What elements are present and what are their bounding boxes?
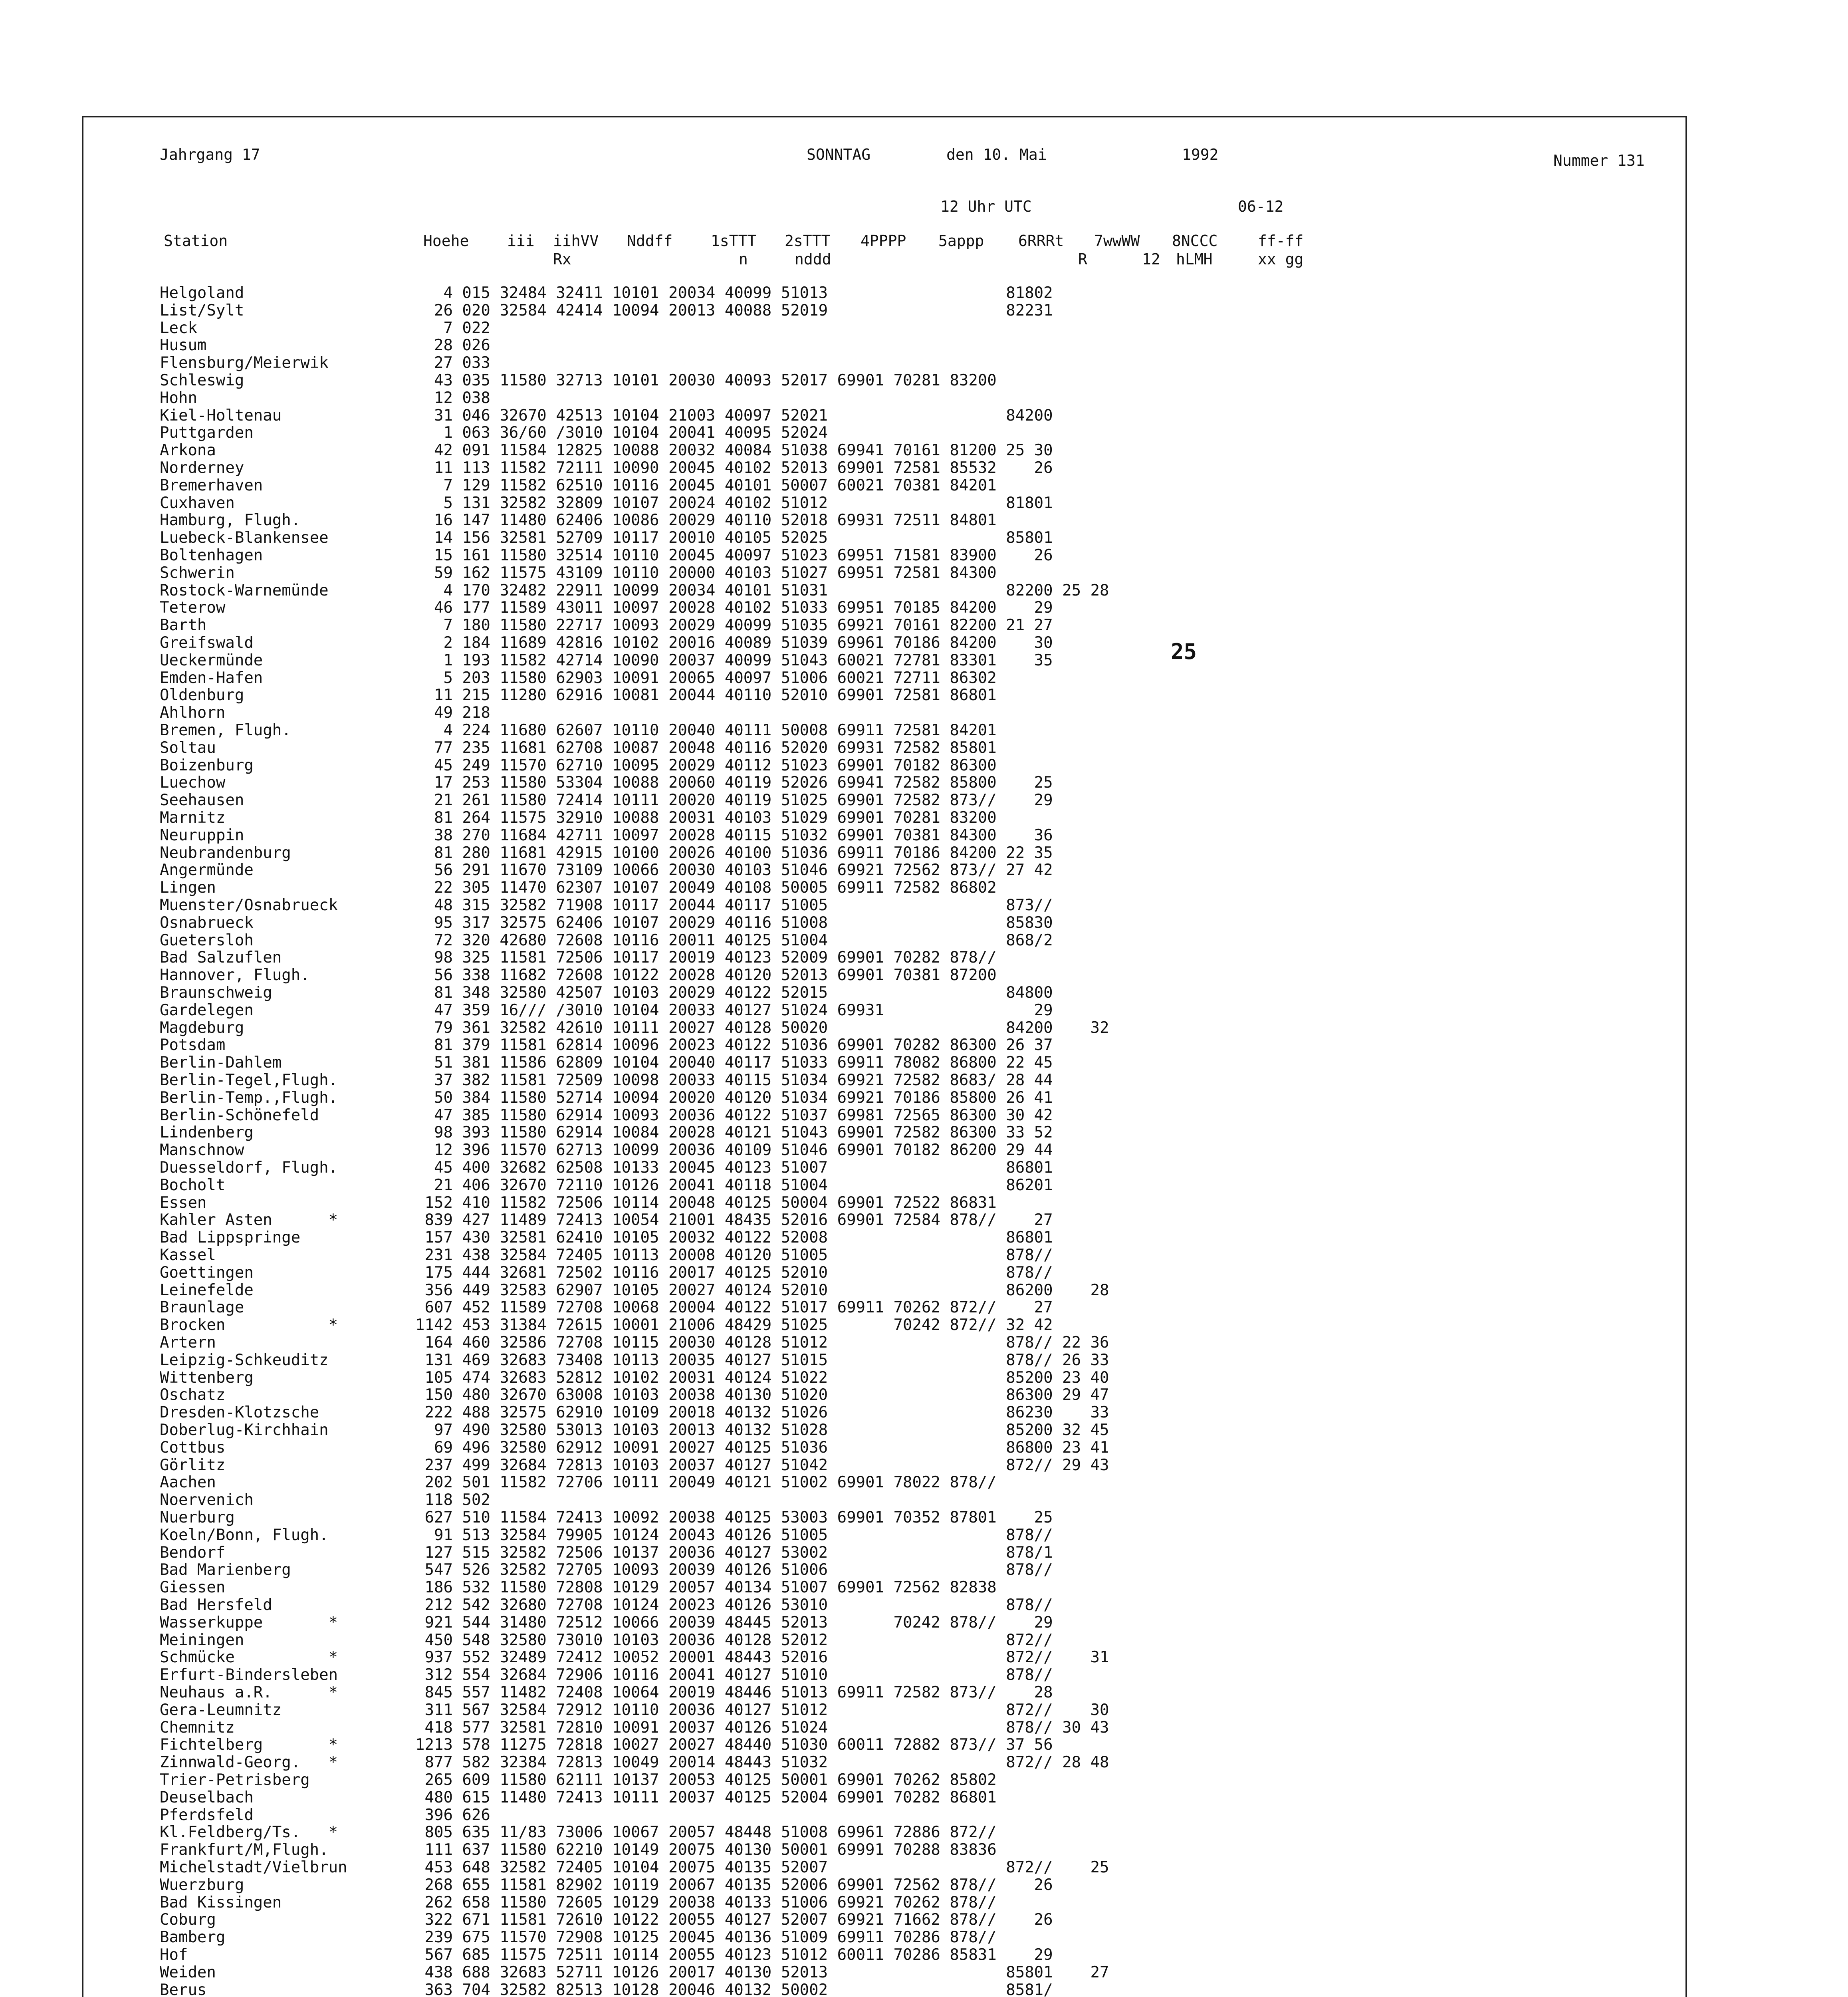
station-observation: 16 147 11480 62406 10086 20029 40110 52018 69931 72511 84801 <box>415 511 997 530</box>
station-name: Luebeck-Blankensee <box>160 529 329 547</box>
station-observation: 921 544 31480 72512 10066 20039 48445 52013 70242 878// 29 <box>415 1613 1053 1632</box>
station-observation: 111 637 11580 62210 10149 20075 40130 50001 69991 70288 83836 <box>415 1841 997 1859</box>
col-ff-ff: ff-ff <box>1258 232 1304 250</box>
station-name: Essen <box>160 1193 207 1212</box>
station-name: Noervenich <box>160 1491 254 1509</box>
station-observation: 237 499 32684 72813 10103 20037 40127 51042 872// 29 43 <box>415 1456 1109 1474</box>
col-1sttt: 1sTTT <box>711 232 757 250</box>
station-name: Husum <box>160 336 207 355</box>
station-name: Dresden-Klotzsche <box>160 1403 319 1422</box>
station-name: Berus <box>160 1981 207 1997</box>
station-name: Trier-Petrisberg <box>160 1771 310 1789</box>
station-observation: 231 438 32584 72405 10113 20008 40120 51005 878// <box>415 1246 1053 1264</box>
col-2sttt-sub: nddd <box>795 250 831 268</box>
station-name: Leck <box>160 319 197 337</box>
station-name: Wittenberg <box>160 1368 254 1387</box>
col-5appp: 5appp <box>938 232 984 250</box>
station-name: Soltau <box>160 738 216 757</box>
station-name: Erfurt-Bindersleben <box>160 1666 338 1684</box>
col-iii: iii <box>507 232 535 250</box>
station-observation: 845 557 11482 72408 10064 20019 48446 51013 69911 72582 873// 28 <box>415 1683 1053 1701</box>
station-observation: 37 382 11581 72509 10098 20033 40115 51034 69921 72582 8683/ 28 44 <box>415 1071 1053 1089</box>
station-observation: 77 235 11681 62708 10087 20048 40116 52020 69931 72582 85801 <box>415 738 997 757</box>
station-name: List/Sylt <box>160 301 244 320</box>
station-observation: 202 501 11582 72706 10111 20049 40121 51002 69901 78022 878// <box>415 1473 997 1492</box>
station-name: Pferdsfeld <box>160 1806 254 1824</box>
station-observation: 42 091 11584 12825 10088 20032 40084 51038 69941 70161 81200 25 30 <box>415 441 1053 460</box>
station-observation: 21 261 11580 72414 10111 20020 40119 51025 69901 72582 873// 29 <box>415 791 1053 810</box>
station-observation: 79 361 32582 42610 10111 20027 40128 50020 84200 32 <box>415 1018 1109 1037</box>
station-name: Hohn <box>160 389 197 407</box>
station-observation: 59 162 11575 43109 10110 20000 40103 51027 69951 72581 84300 <box>415 564 997 582</box>
handwritten-annotation: 25 <box>1171 639 1197 664</box>
station-name: Marnitz <box>160 809 226 827</box>
station-name: Bad Marienberg <box>160 1561 291 1579</box>
station-name: Hamburg, Flugh. <box>160 511 301 530</box>
station-observation: 21 406 32670 72110 10126 20041 40118 51004 86201 <box>415 1176 1053 1194</box>
station-name: Luechow <box>160 774 226 792</box>
station-name: Lingen <box>160 879 216 897</box>
station-observation: 627 510 11584 72413 10092 20038 40125 53003 69901 70352 87801 25 <box>415 1509 1053 1527</box>
station-observation: 91 513 32584 79905 10124 20043 40126 51005 878// <box>415 1526 1053 1544</box>
station-name: Nuerburg <box>160 1509 235 1527</box>
station-observation: 49 218 <box>415 704 490 722</box>
station-name: Cuxhaven <box>160 494 235 512</box>
station-name: Koeln/Bonn, Flugh. <box>160 1526 329 1544</box>
volume-label: Jahrgang 17 <box>160 146 260 163</box>
station-name: Artern <box>160 1334 216 1352</box>
station-observation: 98 393 11580 62914 10084 20028 40121 51043 69901 72582 86300 33 52 <box>415 1124 1053 1142</box>
station-observation: 262 658 11580 72605 10129 20038 40133 51006 69921 70262 878// <box>415 1893 997 1912</box>
station-observation: 131 469 32683 73408 10113 20035 40127 51015 878// 26 33 <box>415 1351 1109 1369</box>
station-observation: 5 203 11580 62903 10091 20065 40097 51006 60021 72711 86302 <box>415 669 997 687</box>
station-observation: 311 567 32584 72912 10110 20036 40127 51012 872// 30 <box>415 1701 1109 1719</box>
col-nddff: Nddff <box>627 232 673 250</box>
station-name: Gera-Leumnitz <box>160 1701 282 1719</box>
station-name: Bendorf <box>160 1543 226 1562</box>
station-name: Meiningen <box>160 1631 244 1649</box>
station-observation: 11 215 11280 62916 10081 20044 40110 52010 69901 72581 86801 <box>415 686 997 705</box>
station-observation: 453 648 32582 72405 10104 20075 40135 52007 872// 25 <box>415 1858 1109 1876</box>
col-7wwww: 7wwWW <box>1094 232 1140 250</box>
station-name: Seehausen <box>160 791 244 810</box>
station-observation: 356 449 32583 62907 10105 20027 40124 52010 86200 28 <box>415 1281 1109 1299</box>
station-observation: 418 577 32581 72810 10091 20037 40126 51024 878// 30 43 <box>415 1718 1109 1737</box>
station-observation: 937 552 32489 72412 10052 20001 48443 52016 872// 31 <box>415 1648 1109 1667</box>
station-observation: 27 033 <box>415 354 490 372</box>
station-observation: 48 315 32582 71908 10117 20044 40117 51005 873// <box>415 896 1053 914</box>
station-name: Barth <box>160 616 207 635</box>
station-name: Bocholt <box>160 1176 226 1194</box>
station-observation: 31 046 32670 42513 10104 21003 40097 52021 84200 <box>415 406 1053 425</box>
station-name: Potsdam <box>160 1036 226 1054</box>
station-name: Ahlhorn <box>160 704 226 722</box>
station-name: Kiel-Holtenau <box>160 406 282 425</box>
col-6rrrt-sub: R <box>1078 250 1087 268</box>
station-name: Arkona <box>160 441 216 460</box>
station-name: Puttgarden <box>160 424 254 442</box>
station-name: Oldenburg <box>160 686 244 705</box>
col-7wwww-sub: 12 <box>1142 250 1160 268</box>
station-observation: 127 515 32582 72506 10137 20036 40127 53002 878/1 <box>415 1543 1053 1562</box>
col-8nccc-sub: hLMH <box>1176 250 1213 268</box>
station-name: Bad Kissingen <box>160 1893 282 1912</box>
col-4pppp: 4PPPP <box>861 232 906 250</box>
station-observation: 212 542 32680 72708 10124 20023 40126 53010 878// <box>415 1596 1053 1614</box>
station-observation: 12 396 11570 62713 10099 20036 40109 51046 69901 70182 86200 29 44 <box>415 1141 1053 1159</box>
station-name: Bad Salzuflen <box>160 949 282 967</box>
station-name: Görlitz <box>160 1456 226 1474</box>
station-observation: 1 063 36/60 /3010 10104 20041 40095 52024 <box>415 424 828 442</box>
station-observation: 15 161 11580 32514 10110 20045 40097 51023 69951 71581 83900 26 <box>415 546 1053 564</box>
station-observation: 363 704 32582 82513 10128 20046 40132 50002 8581/ <box>415 1981 1053 1997</box>
station-observation: 312 554 32684 72906 10116 20041 40127 51010 878// <box>415 1666 1053 1684</box>
station-name: Osnabrueck <box>160 913 254 932</box>
station-observation: 14 156 32581 52709 10117 20010 40105 52025 85801 <box>415 529 1053 547</box>
station-name: Duesseldorf, Flugh. <box>160 1159 338 1177</box>
station-name: Neubrandenburg <box>160 844 291 862</box>
station-name: Goettingen <box>160 1263 254 1282</box>
station-name: Cottbus <box>160 1438 226 1457</box>
station-name: Lindenberg <box>160 1124 254 1142</box>
station-observation: 98 325 11581 72506 10117 20019 40123 52009 69901 70282 878// <box>415 949 997 967</box>
station-observation: 95 317 32575 62406 10107 20029 40116 51008 85830 <box>415 913 1053 932</box>
station-observation: 265 609 11580 62111 10137 20053 40125 50001 69901 70262 85802 <box>415 1771 997 1789</box>
station-observation: 81 379 11581 62814 10096 20023 40122 51036 69901 70282 86300 26 37 <box>415 1036 1053 1054</box>
station-name: Bamberg <box>160 1928 226 1947</box>
station-observation: 7 180 11580 22717 10093 20029 40099 51035 69921 70161 82200 21 27 <box>415 616 1053 635</box>
station-observation: 268 655 11581 82902 10119 20067 40135 52006 69901 72562 878// 26 <box>415 1876 1053 1894</box>
station-name: Schwerin <box>160 564 235 582</box>
station-name: Berlin-Tegel,Flugh. <box>160 1071 338 1089</box>
col-2sttt: 2sTTT <box>785 232 831 250</box>
station-name: Flensburg/Meierwik <box>160 354 329 372</box>
station-name: Berlin-Schönefeld <box>160 1106 319 1124</box>
station-observation: 51 381 11586 62809 10104 20040 40117 51033 69911 78082 86800 22 45 <box>415 1054 1053 1072</box>
col-iihvv-sub: Rx <box>553 250 571 268</box>
station-name: Berlin-Dahlem <box>160 1054 282 1072</box>
station-observation: 12 038 <box>415 389 490 407</box>
station-name: Greifswald <box>160 634 254 652</box>
station-name: Bremen, Flugh. <box>160 721 291 739</box>
station-observation: 1142 453 31384 72615 10001 21006 48429 51025 70242 872// 32 42 <box>415 1316 1053 1334</box>
station-observation: 1 193 11582 42714 10090 20037 40099 51043 60021 72781 83301 35 <box>415 651 1053 669</box>
station-observation: 805 635 11/83 73006 10067 20057 48448 51008 69961 72886 872// <box>415 1823 997 1842</box>
station-name: Bad Hersfeld <box>160 1596 272 1614</box>
station-observation: 164 460 32586 72708 10115 20030 40128 51012 878// 22 36 <box>415 1334 1109 1352</box>
station-observation: 72 320 42680 72608 10116 20011 40125 51004 868/2 <box>415 931 1053 949</box>
station-observation: 45 400 32682 62508 10133 20045 40123 51007 86801 <box>415 1159 1053 1177</box>
station-observation: 28 026 <box>415 336 490 355</box>
col-8nccc: 8NCCC <box>1172 232 1218 250</box>
station-observation: 81 348 32580 42507 10103 20029 40122 52015 84800 <box>415 984 1053 1002</box>
station-name: Boizenburg <box>160 756 254 774</box>
station-observation: 839 427 11489 72413 10054 21001 48435 52016 69901 72584 878// 27 <box>415 1211 1053 1229</box>
station-observation: 56 291 11670 73109 10066 20030 40103 51046 69921 72562 873// 27 42 <box>415 861 1053 879</box>
station-name: Hannover, Flugh. <box>160 966 310 985</box>
station-name: Schmücke * <box>160 1648 338 1667</box>
station-observation: 50 384 11580 52714 10094 20020 40120 51034 69921 70186 85800 26 41 <box>415 1088 1053 1107</box>
station-observation: 152 410 11582 72506 10114 20048 40125 50004 69901 72522 86831 <box>415 1193 997 1212</box>
station-name: Norderney <box>160 459 244 477</box>
col-1sttt-sub: n <box>739 250 748 268</box>
station-name: Aachen <box>160 1473 216 1492</box>
station-name: Deuselbach <box>160 1788 254 1806</box>
station-observation: 11 113 11582 72111 10090 20045 40102 52013 69901 72581 85532 26 <box>415 459 1053 477</box>
station-observation: 38 270 11684 42711 10097 20028 40115 51032 69901 70381 84300 36 <box>415 826 1053 844</box>
year: 1992 <box>1182 146 1219 163</box>
station-name: Giessen <box>160 1578 226 1597</box>
station-observation: 222 488 32575 62910 10109 20018 40132 51026 86230 33 <box>415 1403 1109 1422</box>
station-observation: 7 022 <box>415 319 490 337</box>
station-observation: 4 224 11680 62607 10110 20040 40111 50008 69911 72581 84201 <box>415 721 997 739</box>
date: den 10. Mai <box>946 146 1047 163</box>
station-name: Schleswig <box>160 371 244 389</box>
station-name: Wuerzburg <box>160 1876 244 1894</box>
station-observation: 438 688 32683 52711 10126 20017 40130 52013 85801 27 <box>415 1963 1109 1981</box>
station-observation: 105 474 32683 52812 10102 20031 40124 51022 85200 23 40 <box>415 1368 1109 1387</box>
station-name: Kl.Feldberg/Ts. * <box>160 1823 338 1842</box>
station-observation: 877 582 32384 72813 10049 20014 48443 51032 872// 28 48 <box>415 1753 1109 1772</box>
station-name: Magdeburg <box>160 1018 244 1037</box>
station-observation: 81 280 11681 42915 10100 20026 40100 51036 69911 70186 84200 22 35 <box>415 844 1053 862</box>
observation-time: 12 Uhr UTC <box>940 198 1032 215</box>
station-name: Michelstadt/Vielbrun <box>160 1858 347 1876</box>
station-observation: 607 452 11589 72708 10068 20004 40122 51017 69911 70262 872// 27 <box>415 1298 1053 1317</box>
station-observation: 17 253 11580 53304 10088 20060 40119 52026 69941 72582 85800 25 <box>415 774 1053 792</box>
station-observation: 43 035 11580 32713 10101 20030 40093 52017 69901 70281 83200 <box>415 371 997 389</box>
station-name: Coburg <box>160 1911 216 1929</box>
station-observation: 396 626 <box>415 1806 490 1824</box>
station-name: Neuhaus a.R. * <box>160 1683 338 1701</box>
station-observation: 5 131 32582 32809 10107 20024 40102 51012 81801 <box>415 494 1053 512</box>
station-name: Brocken * <box>160 1316 338 1334</box>
station-name: Chemnitz <box>160 1718 235 1737</box>
station-observation: 1213 578 11275 72818 10027 20027 48440 51030 60011 72882 873// 37 56 <box>415 1736 1053 1754</box>
col-ff-ff-sub: xx gg <box>1258 250 1304 268</box>
station-name: Wasserkuppe * <box>160 1613 338 1632</box>
col-hoehe: Hoehe <box>423 232 469 250</box>
station-observation: 47 359 16/// /3010 10104 20033 40127 51024 69931 29 <box>415 1001 1053 1019</box>
station-name: Rostock-Warnemünde <box>160 581 329 599</box>
station-observation: 56 338 11682 72608 10122 20028 40120 52013 69901 70381 87200 <box>415 966 997 985</box>
station-name: Teterow <box>160 599 226 617</box>
station-observation: 567 685 11575 72511 10114 20055 40123 51012 60011 70286 85831 29 <box>415 1946 1053 1964</box>
station-name: Kahler Asten * <box>160 1211 338 1229</box>
station-name: Berlin-Temp.,Flugh. <box>160 1088 338 1107</box>
station-name: Fichtelberg * <box>160 1736 338 1754</box>
station-name: Muenster/Osnabrueck <box>160 896 338 914</box>
station-name: Frankfurt/M,Flugh. <box>160 1841 329 1859</box>
station-name: Helgoland <box>160 284 244 302</box>
station-name: Leipzig-Schkeuditz <box>160 1351 329 1369</box>
station-observation: 4 170 32482 22911 10099 20034 40101 51031 82200 25 28 <box>415 581 1109 599</box>
station-name: Manschnow <box>160 1141 244 1159</box>
weekday: SONNTAG <box>807 146 871 163</box>
station-name: Angermünde <box>160 861 254 879</box>
station-name: Bremerhaven <box>160 476 263 494</box>
station-name: Braunlage <box>160 1298 244 1317</box>
period-label: 06-12 <box>1238 198 1284 215</box>
station-observation: 175 444 32681 72502 10116 20017 40125 52010 878// <box>415 1263 1053 1282</box>
station-observation: 22 305 11470 62307 10107 20049 40108 50005 69911 72582 86802 <box>415 879 997 897</box>
station-observation: 150 480 32670 63008 10103 20038 40130 51020 86300 29 47 <box>415 1386 1109 1404</box>
station-name: Boltenhagen <box>160 546 263 564</box>
station-observation: 97 490 32580 53013 10103 20013 40132 51028 85200 32 45 <box>415 1421 1109 1439</box>
station-observation: 7 129 11582 62510 10116 20045 40101 50007 60021 70381 84201 <box>415 476 997 494</box>
station-observation: 157 430 32581 62410 10105 20032 40122 52008 86801 <box>415 1229 1053 1247</box>
station-name: Doberlug-Kirchhain <box>160 1421 329 1439</box>
station-observation: 547 526 32582 72705 10093 20039 40126 51006 878// <box>415 1561 1053 1579</box>
station-observation: 4 015 32484 32411 10101 20034 40099 51013 81802 <box>415 284 1053 302</box>
station-observation: 186 532 11580 72808 10129 20057 40134 51007 69901 72562 82838 <box>415 1578 997 1597</box>
station-observation: 81 264 11575 32910 10088 20031 40103 51029 69901 70281 83200 <box>415 809 997 827</box>
issue-number: Nummer 131 <box>1553 152 1645 169</box>
station-name: Oschatz <box>160 1386 226 1404</box>
station-name: Neuruppin <box>160 826 244 844</box>
station-name: Guetersloh <box>160 931 254 949</box>
col-6rrrt: 6RRRt <box>1018 232 1064 250</box>
station-observation: 239 675 11570 72908 10125 20045 40136 51009 69911 70286 878// <box>415 1928 997 1947</box>
col-station: Station <box>164 232 228 250</box>
station-observation: 47 385 11580 62914 10093 20036 40122 51037 69981 72565 86300 30 42 <box>415 1106 1053 1124</box>
station-name: Zinnwald-Georg. * <box>160 1753 338 1772</box>
station-name: Braunschweig <box>160 984 272 1002</box>
station-observation: 480 615 11480 72413 10111 20037 40125 52004 69901 70282 86801 <box>415 1788 997 1806</box>
station-observation: 69 496 32580 62912 10091 20027 40125 51036 86800 23 41 <box>415 1438 1109 1457</box>
station-observation: 45 249 11570 62710 10095 20029 40112 51023 69901 70182 86300 <box>415 756 997 774</box>
station-name: Hof <box>160 1946 188 1964</box>
station-name: Leinefelde <box>160 1281 254 1299</box>
station-name: Kassel <box>160 1246 216 1264</box>
station-observation: 450 548 32580 73010 10103 20036 40128 52012 872// <box>415 1631 1053 1649</box>
station-name: Bad Lippspringe <box>160 1229 301 1247</box>
station-name: Ueckermünde <box>160 651 263 669</box>
station-observation: 46 177 11589 43011 10097 20028 40102 51033 69951 70185 84200 29 <box>415 599 1053 617</box>
station-observation: 2 184 11689 42816 10102 20016 40089 51039 69961 70186 84200 30 <box>415 634 1053 652</box>
station-observation: 118 502 <box>415 1491 490 1509</box>
station-observation: 26 020 32584 42414 10094 20013 40088 52019 82231 <box>415 301 1053 320</box>
col-iihvv: iihVV <box>553 232 599 250</box>
station-name: Weiden <box>160 1963 216 1981</box>
station-name: Emden-Hafen <box>160 669 263 687</box>
station-observation: 322 671 11581 72610 10122 20055 40127 52007 69921 71662 878// 26 <box>415 1911 1053 1929</box>
station-name: Gardelegen <box>160 1001 254 1019</box>
